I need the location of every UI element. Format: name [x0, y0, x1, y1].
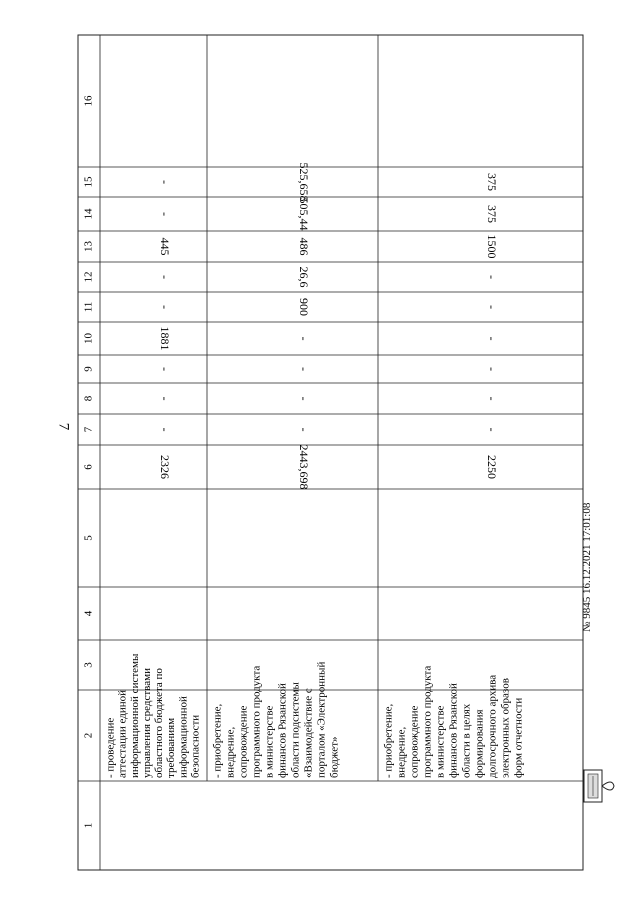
row-description-line: «Взаимодействие с: [302, 688, 315, 778]
row-description-line: информационной: [177, 696, 190, 778]
row-description-line: области в целях: [460, 703, 473, 778]
row-description-line: области подсистемы: [289, 682, 302, 778]
table-cell: -: [484, 367, 499, 371]
column-header: 12: [82, 271, 95, 283]
column-header: 6: [82, 464, 95, 470]
table-cell: -: [296, 427, 311, 432]
table-cell: 26,6: [296, 266, 311, 288]
table-cell: -: [157, 367, 172, 371]
table-cell: -: [296, 367, 311, 371]
table-cell: 375: [484, 173, 499, 191]
table-cell: 445: [157, 237, 172, 256]
column-header: 3: [82, 662, 95, 668]
table-cell: 505,44: [296, 197, 311, 231]
table-cell: -: [157, 212, 172, 216]
column-header: 2: [82, 732, 95, 739]
column-header: 15: [82, 176, 95, 188]
row-description-line: форм отчетности: [512, 697, 525, 778]
row-description-line: внедрение,: [224, 726, 237, 778]
column-header: 8: [82, 395, 95, 402]
row-description-line: порталом «Электронный: [315, 661, 328, 778]
table-cell: 375: [484, 205, 499, 223]
table-cell: -: [157, 396, 172, 401]
table-cell: -: [484, 396, 499, 401]
row-description-line: внедрение,: [395, 726, 408, 778]
row-description-line: программного продукта: [421, 665, 434, 778]
table-cell: -: [157, 275, 172, 279]
row-description-line: управления средствами: [140, 668, 153, 778]
table-cell: -: [157, 305, 172, 309]
row-description-line: требованиям: [165, 717, 178, 778]
row-description-line: безопасности: [189, 714, 202, 778]
table-cell: -: [484, 275, 499, 279]
row-description-line: финансов Рязанской: [447, 683, 460, 778]
page-number: 7: [55, 422, 72, 431]
coat-of-arms-seal-icon: [580, 760, 620, 810]
row-description-line: бюджет»: [328, 736, 341, 778]
table-cell: -: [296, 336, 311, 341]
row-description-line: информационной системы: [128, 653, 141, 778]
column-header: 16: [82, 95, 95, 107]
row-description-line: в министерстве: [263, 705, 276, 778]
column-header: 1: [82, 822, 95, 829]
registration-stamp: [581, 503, 593, 632]
row-description-line: аттестации единой: [116, 690, 129, 778]
table-cell: 900: [296, 298, 311, 316]
table-cell: -: [484, 336, 499, 341]
row-description-line: - приобретение,: [382, 703, 395, 778]
table-cell: -: [157, 180, 172, 184]
row-description-line: в министерстве: [434, 705, 447, 778]
row-description-line: программного продукта: [250, 665, 263, 778]
row-description-line: - проведение: [104, 717, 117, 778]
column-header: 4: [82, 610, 95, 617]
row-description-line: сопровождение: [408, 705, 421, 778]
table-cell: -: [484, 305, 499, 309]
table-cell: -: [296, 396, 311, 401]
table-cell: 2326: [157, 455, 172, 479]
column-header: 9: [82, 366, 95, 372]
column-header: 5: [82, 535, 95, 541]
column-header: 14: [82, 208, 95, 220]
row-description-line: электронных образов: [499, 678, 512, 778]
table-cell: -: [484, 427, 499, 432]
row-description-line: финансов Рязанской: [276, 683, 289, 778]
row-description-line: формирования: [473, 709, 486, 778]
row-description-line: долгосрочного архива: [486, 674, 499, 778]
row-description-line: областного бюджета по: [153, 668, 166, 778]
stamp-text: № 9845 16.12.2021 17:01:08: [581, 502, 593, 632]
table-cell: 2250: [484, 455, 499, 479]
column-header: 11: [82, 301, 95, 313]
row-description-line: - приобретение,: [211, 703, 224, 778]
table-cell: 525,658: [296, 162, 311, 202]
table-cell: 1881: [157, 326, 172, 351]
table-cell: 486: [296, 237, 311, 256]
column-header: 7: [82, 426, 95, 433]
table-cell: 2443,698: [296, 444, 311, 490]
table-cell: 1500: [484, 234, 499, 259]
table-cell: -: [157, 427, 172, 432]
column-header: 10: [82, 333, 95, 344]
row-description-line: сопровождение: [237, 705, 250, 778]
column-header: 13: [82, 241, 95, 252]
